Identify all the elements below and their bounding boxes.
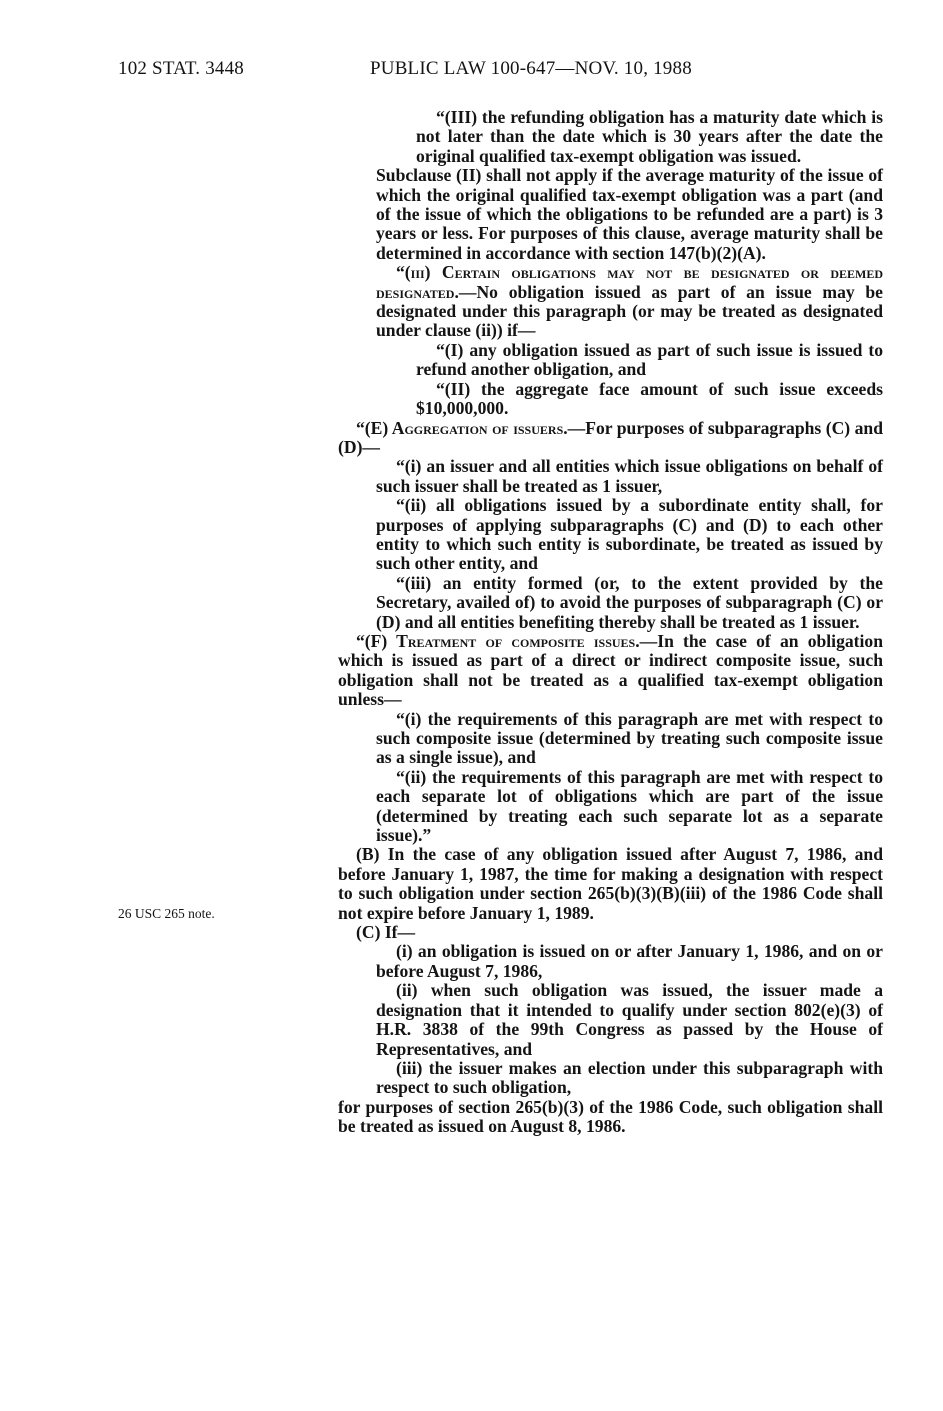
paragraph-text: —In the case of an obligation which is issued as part of a direct or indirect composite issue, such obligation shall not be treated as a qualified tax-exempt obligation unless— — [338, 630, 883, 710]
paragraph-heading: “(E) Aggregation of issuers. — [356, 417, 568, 438]
paragraph-text: “(iii) an entity formed (or, to the extent provided by the Secretary, availed of) to avoid the purposes of subparagraph (C) or (D) and all entities benefiting thereby shall be treated as 1 issuer. — [376, 572, 883, 632]
paragraph-text: “(I) any obligation issued as part of such issue is issued to refund another obligation, and — [416, 339, 883, 380]
statute-paragraph — [338, 263, 883, 341]
paragraph-text: “(ii) all obligations issued by a subordinate entity shall, for purposes of applying subparagraphs (C) and (D) to each other entity to which such entity is subordinate, be treated as issued by such other entity, and — [376, 495, 883, 574]
paragraph-text: (i) an obligation is issued on or after January 1, 1986, and on or before August 7, 1986, — [376, 941, 883, 981]
statute-paragraph — [338, 457, 883, 496]
paragraph-heading: “(F) Treatment of composite issues. — [356, 630, 640, 651]
statute-paragraph — [338, 419, 883, 458]
statute-paragraph — [338, 923, 883, 942]
paragraph-text: (ii) when such obligation was issued, the issuer made a designation that it intended to qualify under section 802(e)(3) of H.R. 3838 of the 99th Congress as passed by the House of Representatives, and — [376, 980, 883, 1059]
paragraph-text: —For purposes of subparagraphs (C) and (D)— — [338, 417, 884, 457]
statute-paragraph — [338, 845, 883, 923]
statute-paragraph — [338, 380, 883, 419]
paragraph-text: (B) In the case of any obligation issued after August 7, 1986, and before January 1, 1987, the time for making a designation with respect to such obligation under section 265(b)(3)(B)(iii) of the 1986 Code shall not expire before January 1, 1989. — [338, 844, 883, 923]
running-header-title: PUBLIC LAW 100-647—NOV. 10, 1988 — [370, 58, 692, 79]
statute-paragraph — [338, 942, 883, 981]
paragraph-text: “(ii) the requirements of this paragraph are met with respect to each separate lot of obligations which are part of the issue (determined by treating each such separate lot as a separate issue).” — [376, 766, 883, 846]
paragraph-text: “(i) the requirements of this paragraph are met with respect to such composite issue (determined by treating such composite issue as a single issue), and — [376, 708, 883, 768]
stat-page-number: 102 STAT. 3448 — [118, 58, 245, 79]
statute-paragraph — [338, 496, 883, 574]
statute-paragraph — [338, 1059, 883, 1098]
statute-paragraph — [338, 710, 883, 768]
statute-paragraph — [338, 341, 883, 380]
paragraph-text: “(III) the refunding obligation has a maturity date which is not later than the date which is 30 years after the date the original qualified tax-exempt obligation was issued. — [416, 107, 883, 166]
statute-paragraph — [338, 981, 883, 1059]
statute-paragraph — [338, 574, 883, 632]
statute-paragraph — [338, 1098, 883, 1137]
paragraph-text: (C) If— — [356, 922, 416, 943]
statute-paragraph — [338, 166, 883, 263]
statute-body-text — [338, 108, 883, 1137]
paragraph-text: “(II) the aggregate face amount of such issue exceeds $10,000,000. — [416, 378, 883, 419]
paragraph-text: —No obligation issued as part of an issue may be designated under this paragraph (or may be treated as designated under clause (ii)) if— — [376, 281, 883, 341]
paragraph-text: for purposes of section 265(b)(3) of the 1986 Code, such obligation shall be treated as issued on August 8, 1986. — [338, 1096, 883, 1137]
paragraph-text: (iii) the issuer makes an election under this subparagraph with respect to such obligation, — [376, 1057, 883, 1098]
paragraph-text: Subclause (II) shall not apply if the average maturity of the issue of which the original qualified tax-exempt obligation was a part (and of the issue of which the obligations to be refunded are a part) is 3 years or less. For purposes of this clause, average maturity shall be determined in accordance with section 147(b)(2)(A). — [376, 165, 883, 263]
statute-paragraph — [338, 768, 883, 846]
margin-note: 26 USC 265 note. — [118, 906, 215, 921]
paragraph-text: “(i) an issuer and all entities which issue obligations on behalf of such issuer shall be treated as 1 issuer, — [376, 456, 883, 496]
paragraph-heading: “(iii) Certain obligations may not be designated or deemed designated. — [376, 262, 883, 302]
statute-paragraph — [338, 632, 883, 710]
statute-paragraph — [338, 108, 883, 166]
